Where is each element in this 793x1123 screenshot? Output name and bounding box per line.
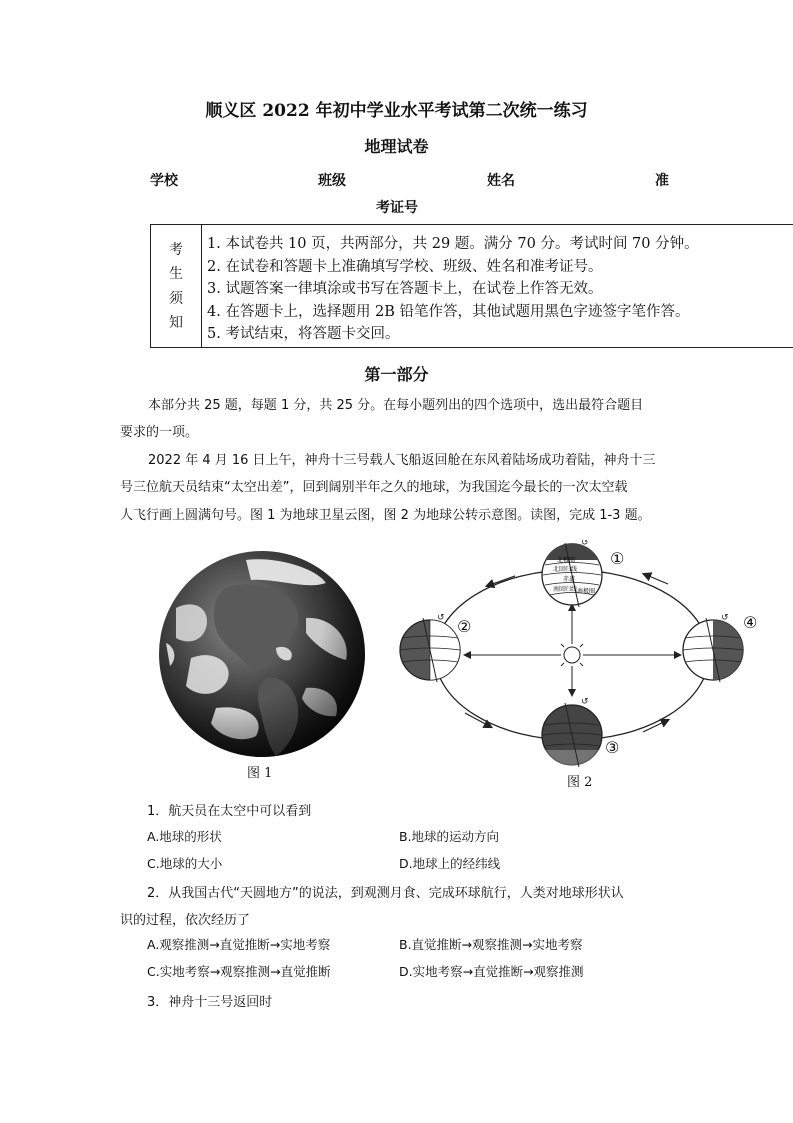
rotation-arrow-icon: ↺ [581,697,589,707]
figure1-caption: 图 1 [247,766,273,781]
notice-item: 4. 在答题卡上，选择题用 2B 铅笔作答，其他试题用黑色字迹签字笔作答。 [207,303,690,320]
position-label-2: ② [457,617,472,636]
question-1-option-b[interactable]: B.地球的运动方向 [399,829,500,844]
school-label: 学校 [150,173,178,189]
admission-label-cont: 考证号 [376,200,418,216]
question-1-option-c[interactable]: C.地球的大小 [147,856,223,871]
question-1-stem: 1．航天员在太空中可以看到 [147,804,312,819]
notice-heading [151,225,202,347]
passage-line2: 号三位航天员结束“太空出差”，回到阔别半年之久的地球，为我国迄今最长的一次太空载 [120,480,628,495]
earth-position-2 [400,618,460,682]
question-3-stem: 3．神舟十三号返回时 [147,995,273,1010]
question-2-stem-line2: 识的过程，依次经历了 [120,913,251,928]
exam-notice-box [150,224,793,348]
notice-heading-char: 生 [169,266,183,282]
notice-item: 3. 试题答案一律填涂或书写在答题卡上，在试卷上作答无效。 [207,281,603,297]
question-2-option-c[interactable]: C.实地考察→观察推测→直觉推断 [147,964,331,979]
section-intro-line1: 本部分共 25 题，每题 1 分，共 25 分。在每小题列出的四个选项中，选出最符合题目 [148,398,644,413]
notice-heading-char: 须 [169,291,183,307]
svg-text:北极圈: 北极圈 [557,557,576,564]
question-1-option-a[interactable]: A.地球的形状 [147,829,222,844]
admission-label: 准 [655,173,669,189]
earth-satellite-image [156,548,368,760]
notice-heading-char: 知 [169,315,183,331]
earth-position-3 [542,703,602,767]
section-title: 第一部分 [364,365,429,384]
svg-text:北回归线: 北回归线 [553,566,578,573]
rotation-arrow-icon: ↺ [721,613,729,623]
notice-list [207,233,699,346]
earth-position-4 [683,618,743,682]
sun-icon [557,640,587,670]
notice-item: 5. 考试结束，将答题卡交回。 [207,326,400,342]
question-2-option-b[interactable]: B.直觉推断→观察推测→实地考察 [399,937,583,952]
svg-text:南回归线: 南回归线 [553,586,578,593]
position-label-1: ① [610,549,625,568]
class-label: 班级 [318,173,346,189]
section-intro-line2: 要求的一项。 [120,425,199,440]
notice-heading-char: 考 [169,242,183,258]
figure2-caption: 图 2 [567,775,593,790]
question-2-option-a[interactable]: A.观察推测→直觉推断→实地考察 [147,937,331,952]
earth-revolution-diagram [395,540,793,775]
rotation-arrow-icon: ↺ [437,613,445,623]
notice-item: 1. 本试卷共 10 页，共两部分，共 29 题。满分 70 分。考试时间 70 分钟。 [207,236,699,252]
exam-title: 顺义区 2022 年初中学业水平考试第二次统一练习 [205,101,588,121]
position-label-4: ④ [743,613,758,632]
position-label-3: ③ [605,738,620,757]
earth-position-1 [542,543,602,607]
question-2-option-d[interactable]: D.实地考察→直觉推断→观察推测 [399,964,584,979]
orbit-arrow [465,713,491,727]
passage-line1: 2022 年 4 月 16 日上午，神舟十三号载人飞船返回舱在东风着陆场成功着陆，神舟十三 [148,453,656,468]
question-1-option-d[interactable]: D.地球上的经纬线 [399,856,501,871]
svg-text:南极圈: 南极圈 [577,588,596,595]
orbit-arrow [644,574,668,584]
orbit-arrow [487,576,515,586]
rotation-arrow-icon: ↺ [581,540,589,548]
svg-text:赤道: 赤道 [563,576,576,583]
passage-line3: 人飞行画上圆满句号。图 1 为地球卫星云图，图 2 为地球公转示意图。读图，完成 1-3 题。 [120,508,651,523]
exam-subtitle: 地理试卷 [364,137,429,156]
notice-item: 2. 在试卷和答题卡上准确填写学校、班级、姓名和准考证号。 [207,258,603,275]
name-label: 姓名 [487,173,515,189]
question-2-stem-line1: 2．从我国古代“天圆地方”的说法，到观测月食、完成环球航行，人类对地球形状认 [147,886,624,901]
